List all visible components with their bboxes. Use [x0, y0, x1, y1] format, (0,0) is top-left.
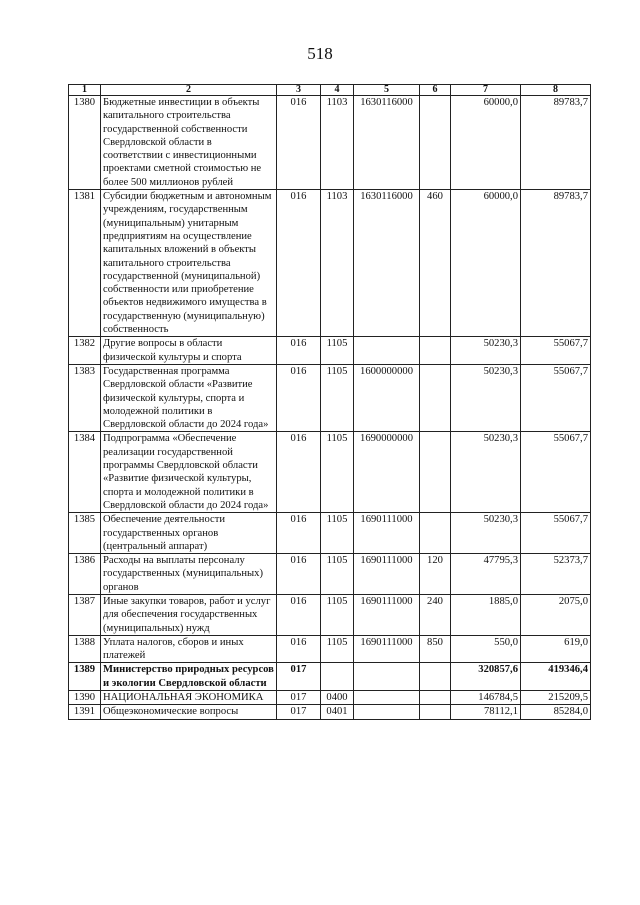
expense-type-code: 460	[420, 190, 451, 337]
amount-col-7: 78112,1	[451, 705, 521, 719]
section-code: 1105	[321, 432, 354, 513]
expense-type-code	[420, 691, 451, 705]
section-code: 1105	[321, 554, 354, 595]
ministry-code: 016	[277, 432, 321, 513]
target-code: 1600000000	[354, 364, 420, 431]
row-name: Государственная программа Свердловской области «Развитие физической культуры, спорта и молодежной политики в Свердловской области до 2024 года»	[101, 364, 277, 431]
amount-col-8: 215209,5	[521, 691, 591, 705]
table-row	[69, 554, 591, 595]
amount-col-8: 89783,7	[521, 190, 591, 337]
row-name: Уплата налогов, сборов и иных платежей	[101, 635, 277, 663]
col-header-4: 4	[321, 85, 354, 96]
expense-type-code: 240	[420, 594, 451, 635]
section-code: 1105	[321, 364, 354, 431]
expense-type-code	[420, 663, 451, 691]
amount-col-8: 89783,7	[521, 96, 591, 190]
row-number: 1385	[69, 513, 101, 554]
table-row	[69, 691, 591, 705]
section-code: 1105	[321, 337, 354, 365]
ministry-code: 017	[277, 691, 321, 705]
amount-col-7: 1885,0	[451, 594, 521, 635]
ministry-code: 016	[277, 96, 321, 190]
row-name: Бюджетные инвестиции в объекты капитального строительства государственной собственности Свердловской области в соответствии с инвестиционными проектами сметной стоимостью не более 500 миллионов рублей	[101, 96, 277, 190]
col-header-5: 5	[354, 85, 420, 96]
expense-type-code	[420, 337, 451, 365]
section-code	[321, 663, 354, 691]
row-number: 1386	[69, 554, 101, 595]
table-row	[69, 432, 591, 513]
row-number: 1391	[69, 705, 101, 719]
amount-col-7: 50230,3	[451, 337, 521, 365]
target-code: 1690111000	[354, 635, 420, 663]
section-code: 0401	[321, 705, 354, 719]
amount-col-8: 85284,0	[521, 705, 591, 719]
row-number: 1387	[69, 594, 101, 635]
ministry-code: 016	[277, 554, 321, 595]
amount-col-8: 619,0	[521, 635, 591, 663]
row-name: НАЦИОНАЛЬНАЯ ЭКОНОМИКА	[101, 691, 277, 705]
amount-col-8: 55067,7	[521, 432, 591, 513]
table-row	[69, 364, 591, 431]
target-code	[354, 663, 420, 691]
target-code	[354, 337, 420, 365]
amount-col-8: 55067,7	[521, 513, 591, 554]
section-code: 0400	[321, 691, 354, 705]
row-name: Иные закупки товаров, работ и услуг для обеспечения государственных (муниципальных) нужд	[101, 594, 277, 635]
row-name: Субсидии бюджетным и автономным учреждениям, государственным (муниципальным) унитарным предприятиям на осуществление капитальных вложений в объекты капитального строительства государственной (муниципальной) собственности или приобретение объектов недвижимого имущества в государственную (муниципальную) собственность	[101, 190, 277, 337]
section-code: 1103	[321, 96, 354, 190]
amount-col-7: 320857,6	[451, 663, 521, 691]
expense-type-code	[420, 513, 451, 554]
table-row	[69, 96, 591, 190]
amount-col-8: 419346,4	[521, 663, 591, 691]
target-code: 1630116000	[354, 190, 420, 337]
budget-table	[68, 84, 591, 720]
expense-type-code: 120	[420, 554, 451, 595]
amount-col-8: 55067,7	[521, 337, 591, 365]
ministry-code: 016	[277, 190, 321, 337]
ministry-code: 016	[277, 635, 321, 663]
section-code: 1105	[321, 513, 354, 554]
row-number: 1384	[69, 432, 101, 513]
table-row	[69, 663, 591, 691]
ministry-code: 016	[277, 594, 321, 635]
table-row	[69, 705, 591, 719]
target-code: 1690111000	[354, 554, 420, 595]
row-name: Расходы на выплаты персоналу государственных (муниципальных) органов	[101, 554, 277, 595]
table-row	[69, 594, 591, 635]
row-number: 1388	[69, 635, 101, 663]
col-header-3: 3	[277, 85, 321, 96]
table-row	[69, 337, 591, 365]
expense-type-code	[420, 432, 451, 513]
expense-type-code: 850	[420, 635, 451, 663]
amount-col-8: 2075,0	[521, 594, 591, 635]
row-number: 1389	[69, 663, 101, 691]
col-header-8: 8	[521, 85, 591, 96]
target-code	[354, 705, 420, 719]
target-code: 1690111000	[354, 594, 420, 635]
row-number: 1381	[69, 190, 101, 337]
page-number: 518	[307, 44, 333, 63]
ministry-code: 016	[277, 513, 321, 554]
target-code: 1690111000	[354, 513, 420, 554]
amount-col-8: 52373,7	[521, 554, 591, 595]
row-number: 1382	[69, 337, 101, 365]
amount-col-7: 50230,3	[451, 432, 521, 513]
expense-type-code	[420, 96, 451, 190]
row-number: 1383	[69, 364, 101, 431]
col-header-7: 7	[451, 85, 521, 96]
amount-col-8: 55067,7	[521, 364, 591, 431]
row-name: Общеэкономические вопросы	[101, 705, 277, 719]
ministry-code: 016	[277, 364, 321, 431]
header-row	[69, 85, 591, 96]
ministry-code: 017	[277, 663, 321, 691]
row-number: 1380	[69, 96, 101, 190]
section-code: 1103	[321, 190, 354, 337]
target-code: 1690000000	[354, 432, 420, 513]
amount-col-7: 146784,5	[451, 691, 521, 705]
amount-col-7: 47795,3	[451, 554, 521, 595]
row-name: Обеспечение деятельности государственных органов (центральный аппарат)	[101, 513, 277, 554]
amount-col-7: 60000,0	[451, 96, 521, 190]
col-header-2: 2	[101, 85, 277, 96]
row-name: Другие вопросы в области физической культуры и спорта	[101, 337, 277, 365]
expense-type-code	[420, 705, 451, 719]
section-code: 1105	[321, 635, 354, 663]
amount-col-7: 550,0	[451, 635, 521, 663]
ministry-code: 016	[277, 337, 321, 365]
amount-col-7: 50230,3	[451, 513, 521, 554]
amount-col-7: 50230,3	[451, 364, 521, 431]
amount-col-7: 60000,0	[451, 190, 521, 337]
table-row	[69, 513, 591, 554]
row-number: 1390	[69, 691, 101, 705]
table-row	[69, 190, 591, 337]
section-code: 1105	[321, 594, 354, 635]
row-name: Министерство природных ресурсов и экологии Свердловской области	[101, 663, 277, 691]
ministry-code: 017	[277, 705, 321, 719]
table-row	[69, 635, 591, 663]
row-name: Подпрограмма «Обеспечение реализации государственной программы Свердловской области «Развитие физической культуры, спорта и молодежной политики в Свердловской области до 2024 года»	[101, 432, 277, 513]
col-header-6: 6	[420, 85, 451, 96]
target-code: 1630116000	[354, 96, 420, 190]
target-code	[354, 691, 420, 705]
col-header-1: 1	[69, 85, 101, 96]
expense-type-code	[420, 364, 451, 431]
